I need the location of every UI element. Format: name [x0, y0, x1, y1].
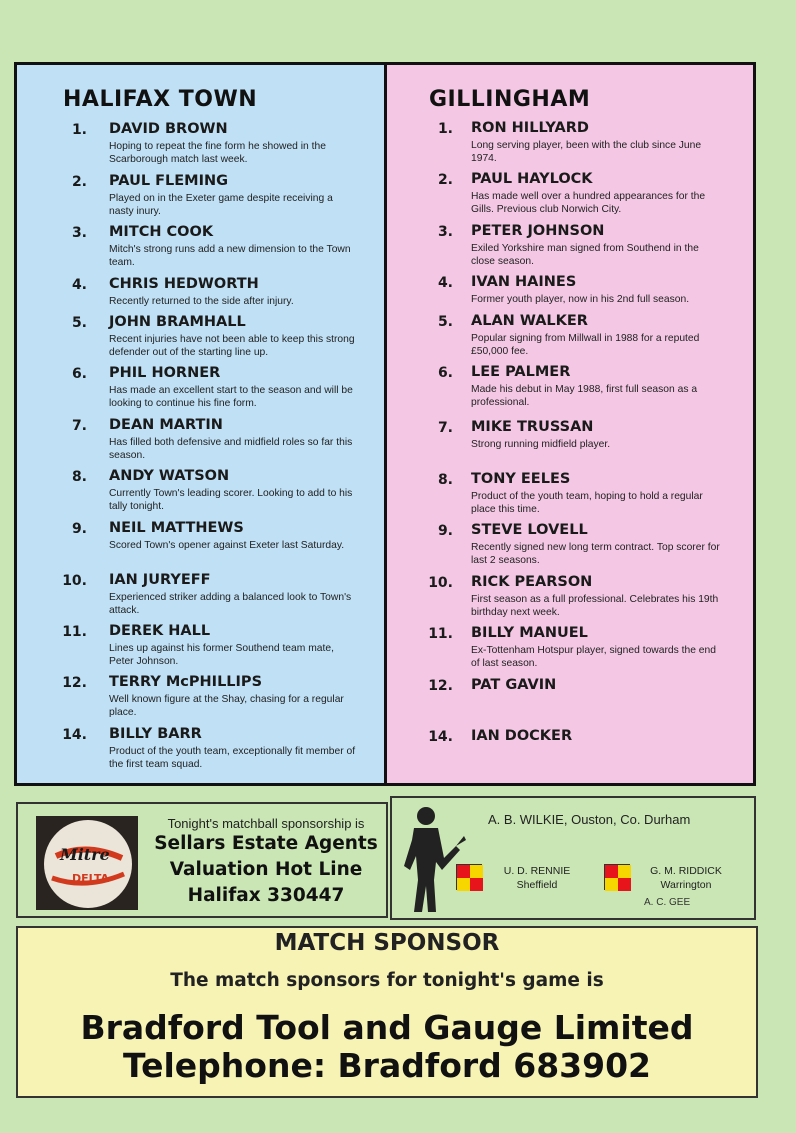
- linesman-1-town: Sheffield: [516, 879, 558, 891]
- matchball-sponsor-text: [148, 816, 384, 909]
- player-number: 12.: [62, 675, 87, 691]
- linesman-2: [638, 864, 734, 892]
- away-team-title: GILLINGHAM: [429, 87, 591, 112]
- player-number: 7.: [71, 418, 87, 434]
- player-note: Hoping to repeat the fine form he showed in the Scarborough match last week.: [109, 141, 326, 165]
- player-note: Product of the youth team, hoping to hold a regular place this time.: [471, 491, 703, 515]
- player-note: Mitch's strong runs add a new dimension to the Town team.: [109, 244, 351, 268]
- player-note: Former youth player, now in his 2nd full season.: [471, 294, 690, 305]
- player-number: 8.: [437, 472, 453, 488]
- player-name: PAT GAVIN: [471, 677, 557, 693]
- player-name: ANDY WATSON: [109, 468, 230, 484]
- player-number: 10.: [62, 573, 87, 589]
- player-number: 2.: [71, 174, 87, 190]
- linesman-flag-icon: [456, 864, 482, 890]
- gillingham-column: [387, 65, 753, 783]
- player-note: Well known figure at the Shay, chasing for a regular place.: [109, 694, 344, 718]
- referee-name: A. B. WILKIE, Ouston, Co. Durham: [488, 812, 691, 827]
- player-name: TERRY McPHILLIPS: [109, 674, 263, 690]
- player-name: TONY EELES: [471, 471, 571, 487]
- player-note: Recently signed new long term contract. Top scorer for last 2 seasons.: [471, 542, 720, 566]
- player-name: BILLY MANUEL: [471, 625, 588, 641]
- player-name: STEVE LOVELL: [471, 522, 588, 538]
- player-note: Made his debut in May 1988, first full season as a professional.: [471, 384, 698, 408]
- player-number: 3.: [71, 225, 87, 241]
- linesman-1-name: U. D. RENNIE: [503, 865, 571, 877]
- player-number: 14.: [62, 727, 87, 743]
- match-sponsor-phone: Telephone: Bradford 683902: [122, 1046, 652, 1085]
- match-sponsor-intro: The match sponsors for tonight's game is: [170, 970, 604, 991]
- player-note: Currently Town's leading scorer. Looking to add to his tally tonight.: [109, 488, 353, 512]
- player-name: PAUL HAYLOCK: [471, 171, 593, 187]
- player-name: PETER JOHNSON: [471, 223, 605, 239]
- matchball-phone: Halifax 330447: [187, 885, 345, 906]
- player-name: PAUL FLEMING: [109, 173, 229, 189]
- player-number: 9.: [71, 521, 87, 537]
- player-name: IAN JURYEFF: [109, 572, 211, 588]
- player-name: DEAN MARTIN: [109, 417, 223, 433]
- player-note: Scored Town's opener against Exeter last Saturday.: [109, 540, 345, 551]
- player-note: Recent injuries have not been able to keep this strong defender out of the starting line up.: [109, 334, 355, 358]
- player-number: 11.: [62, 624, 87, 640]
- player-number: 9.: [437, 523, 453, 539]
- player-number: 6.: [437, 365, 453, 381]
- player-note: Experienced striker adding a balanced look to Town's attack.: [109, 592, 352, 616]
- match-officials-box: [390, 796, 756, 920]
- player-note: Ex-Tottenham Hotspur player, signed towards the end of last season.: [471, 645, 716, 669]
- player-name: BILLY BARR: [109, 726, 202, 742]
- team-lineups: [14, 62, 756, 786]
- player-note: Recently returned to the side after injury.: [109, 296, 294, 307]
- player-note: Product of the youth team, exceptionally fit member of the first team squad.: [109, 746, 356, 770]
- linesman-2-town: Warrington: [660, 879, 712, 891]
- player-note: First season as a full professional. Celebrates his 19th birthday next week.: [471, 594, 719, 618]
- player-note: Lines up against his former Southend team mate, Peter Johnson.: [109, 643, 334, 667]
- matchball-hotline: Valuation Hot Line: [169, 859, 363, 880]
- player-number: 3.: [437, 224, 453, 240]
- player-number: 6.: [71, 366, 87, 382]
- matchball-sponsor-box: [16, 802, 388, 918]
- player-name: IVAN HAINES: [471, 274, 577, 290]
- player-number: 4.: [71, 277, 87, 293]
- player-number: 5.: [71, 315, 87, 331]
- player-note: Long serving player, been with the club since June 1974.: [471, 140, 702, 164]
- fourth-official: A. C. GEE: [644, 897, 691, 908]
- linesman-2-name: G. M. RIDDICK: [650, 865, 722, 877]
- player-number: 14.: [428, 729, 453, 745]
- player-name: RON HILLYARD: [471, 120, 589, 136]
- player-note: Has filled both defensive and midfield roles so far this season.: [109, 437, 353, 461]
- player-note: Played on in the Exeter game despite receiving a nasty inury.: [109, 193, 333, 217]
- player-name: IAN DOCKER: [471, 728, 573, 744]
- linesman-1: [492, 864, 582, 892]
- player-note: Popular signing from Millwall in 1988 for a reputed £50,000 fee.: [471, 333, 700, 357]
- matchball-intro: Tonight's matchball sponsorship is: [167, 816, 365, 831]
- match-sponsor-box: [16, 926, 758, 1098]
- player-name: NEIL MATTHEWS: [109, 520, 244, 536]
- player-name: RICK PEARSON: [471, 574, 593, 590]
- player-number: 1.: [71, 122, 87, 138]
- player-number: 1.: [437, 121, 453, 137]
- referee-figure-icon: [396, 800, 470, 918]
- player-number: 10.: [428, 575, 453, 591]
- player-name: LEE PALMER: [471, 364, 571, 380]
- player-number: 7.: [437, 420, 453, 436]
- player-name: MITCH COOK: [109, 224, 214, 240]
- match-sponsor-name: Bradford Tool and Gauge Limited: [80, 1008, 694, 1047]
- player-number: 2.: [437, 172, 453, 188]
- player-name: DEREK HALL: [109, 623, 211, 639]
- player-number: 12.: [428, 678, 453, 694]
- player-number: 8.: [71, 469, 87, 485]
- player-name: MIKE TRUSSAN: [471, 419, 594, 435]
- player-note: Has made an excellent start to the season and will be looking to continue his fine form.: [109, 385, 353, 409]
- player-note: Strong running midfield player.: [471, 439, 611, 450]
- player-name: JOHN BRAMHALL: [109, 314, 246, 330]
- halifax-column: [17, 65, 387, 783]
- player-name: CHRIS HEDWORTH: [109, 276, 259, 292]
- player-note: Has made well over a hundred appearances for the Gills. Previous club Norwich City.: [471, 191, 706, 215]
- football-icon: [36, 816, 138, 910]
- svg-text:DELTA: DELTA: [72, 872, 109, 885]
- player-number: 11.: [428, 626, 453, 642]
- football-image: [36, 816, 138, 910]
- linesman-flag-icon: [604, 864, 630, 890]
- player-number: 4.: [437, 275, 453, 291]
- match-sponsor-heading: MATCH SPONSOR: [274, 930, 500, 956]
- player-name: ALAN WALKER: [471, 313, 588, 329]
- matchball-sponsor-name: Sellars Estate Agents: [154, 833, 378, 854]
- home-team-title: HALIFAX TOWN: [63, 87, 258, 112]
- player-note: Exiled Yorkshire man signed from Southend in the close season.: [471, 243, 699, 267]
- player-name: PHIL HORNER: [109, 365, 221, 381]
- svg-text:Mitre: Mitre: [60, 845, 110, 864]
- player-number: 5.: [437, 314, 453, 330]
- player-name: DAVID BROWN: [109, 121, 228, 137]
